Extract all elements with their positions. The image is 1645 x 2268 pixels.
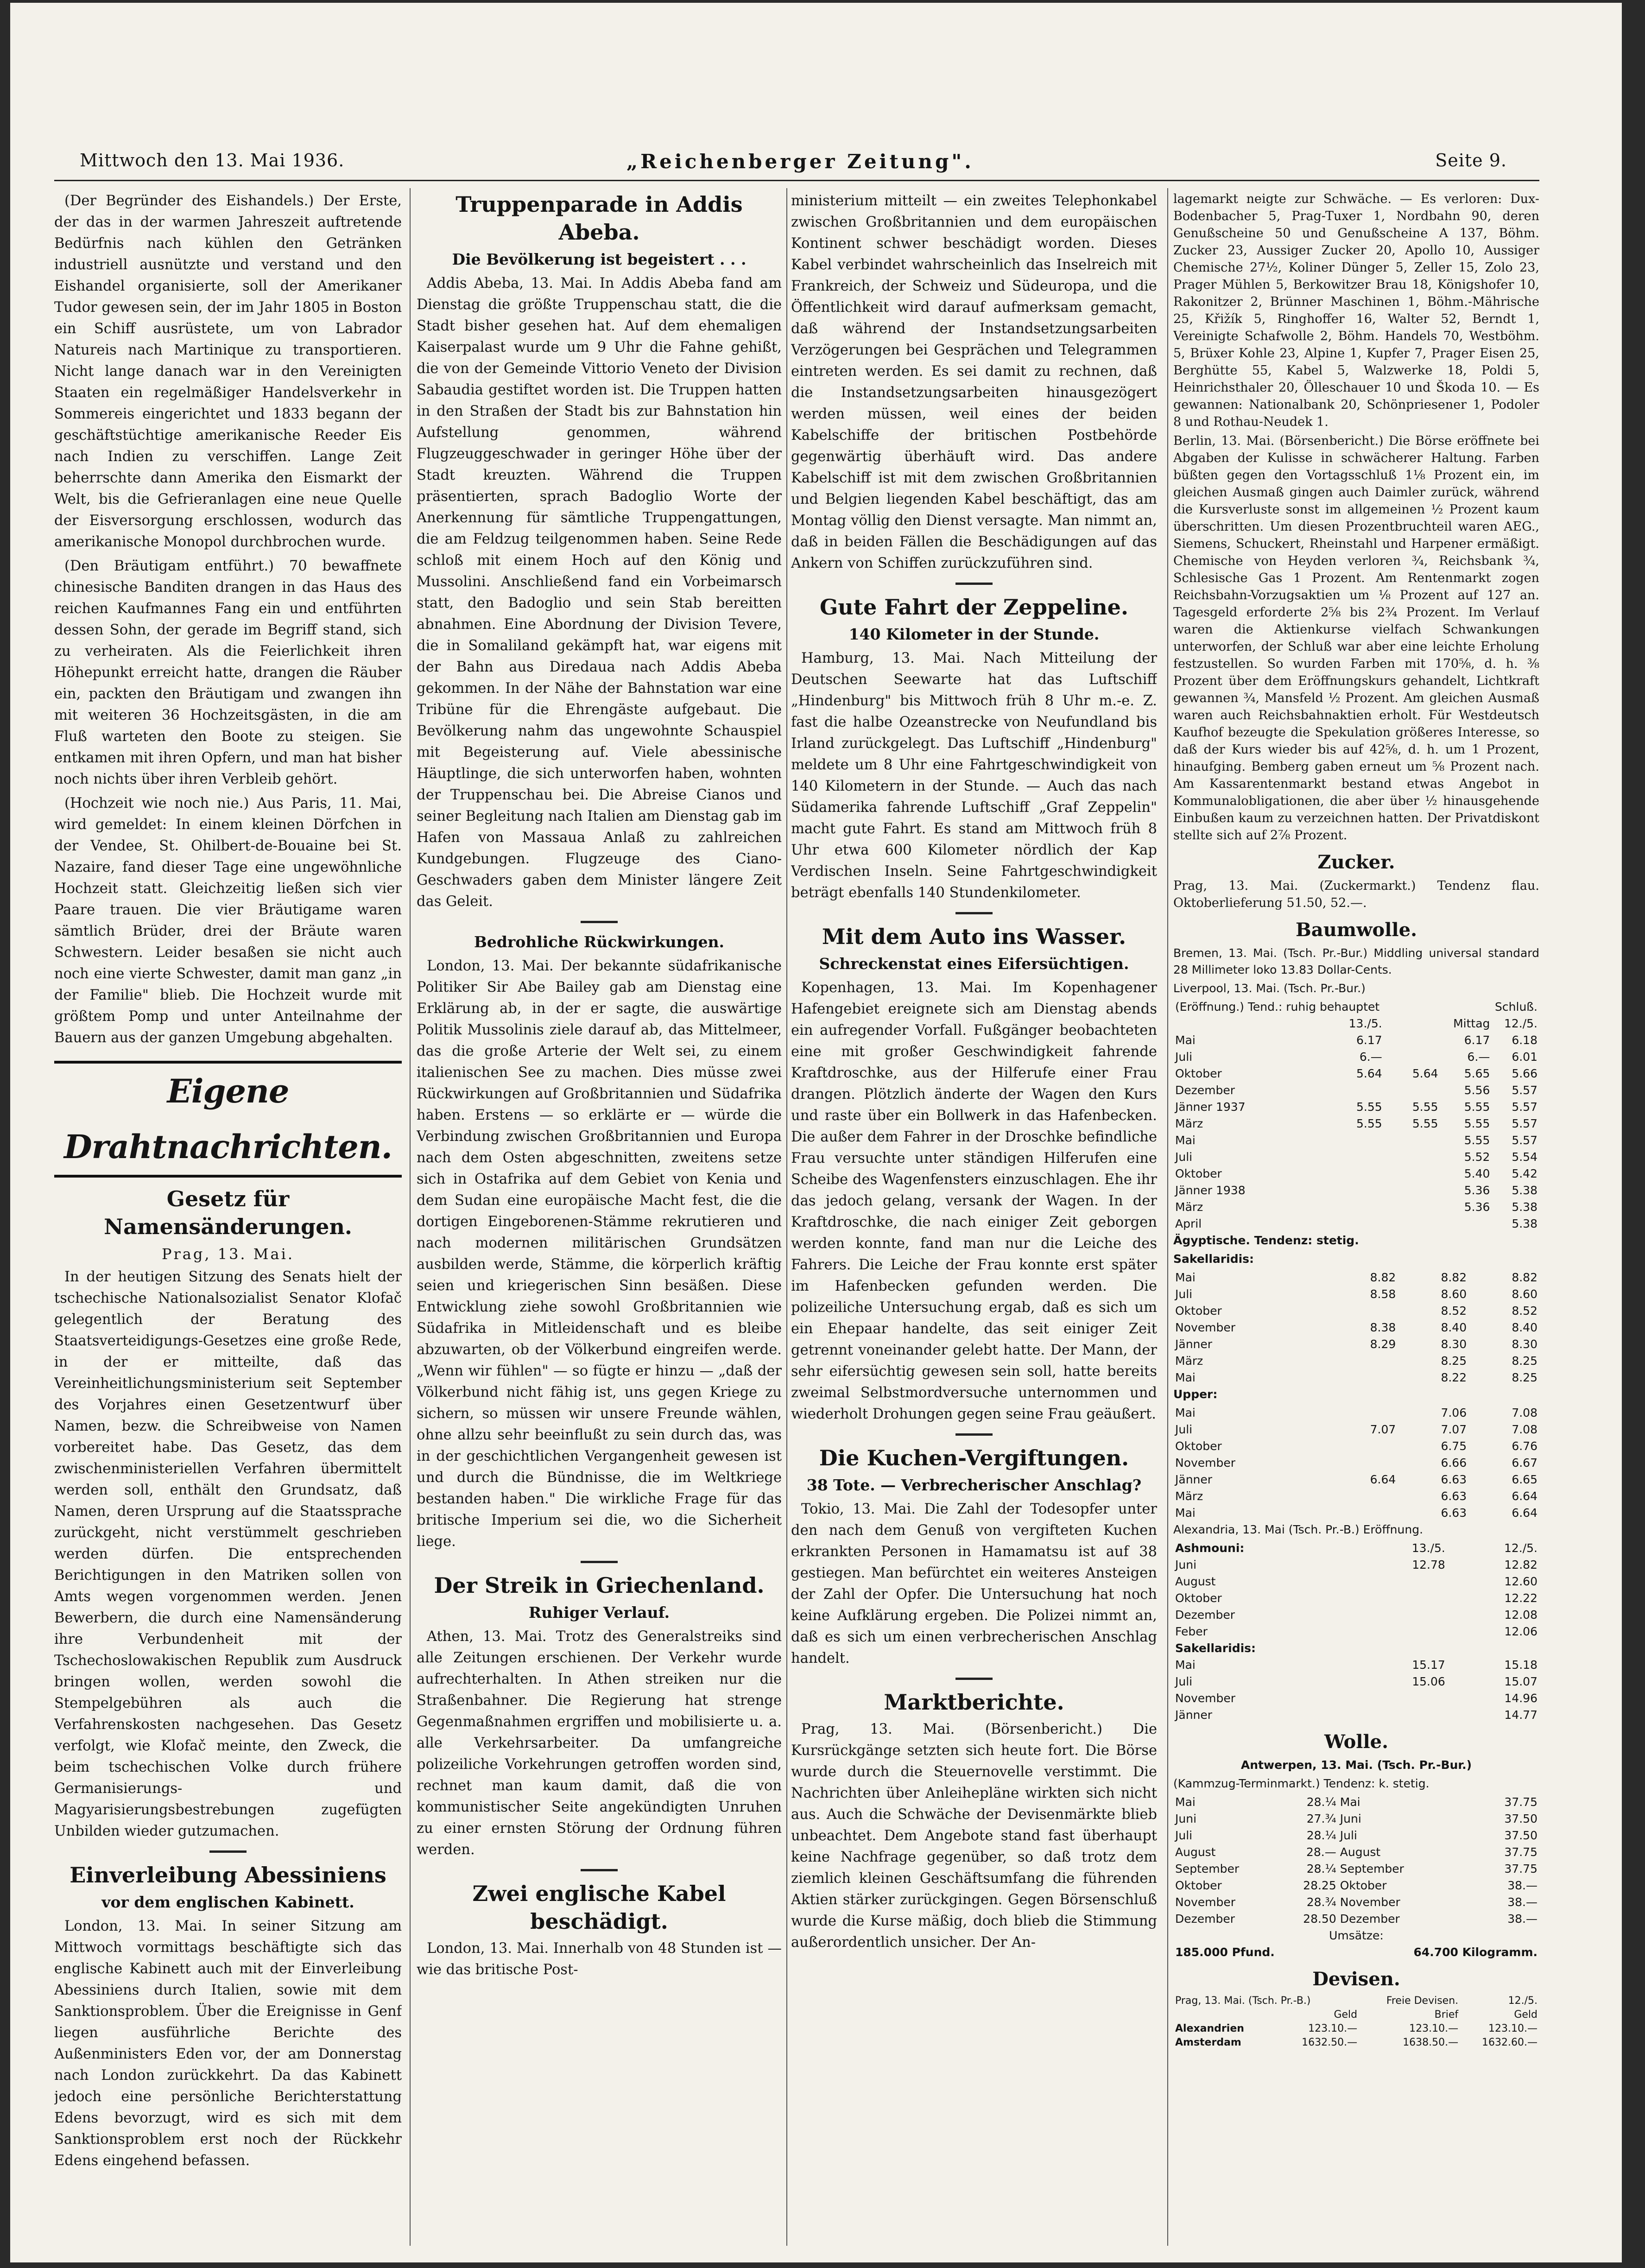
headline: Der Streik in Griechenland. <box>434 1573 765 1598</box>
subheadline: Ruhiger Verlauf. <box>528 1603 670 1622</box>
wolle-sub: (Kammzug-Terminmarkt.) Tendenz: k. stetig. <box>1173 1777 1430 1790</box>
table-cell: Mai <box>1175 1658 1196 1672</box>
table-cell: Juni <box>1175 1558 1197 1571</box>
subheadline: vor dem englischen Kabinett. <box>101 1893 354 1911</box>
table-row <box>1173 1369 1539 1386</box>
article-eishandel: (Der Begründer des Eishandels.) Der Erste, der das in der warmen Jahreszeit auftretende Bedürfnis nach kühlen den Getränken industriell ausnützte und verstand und den Eishandel organisierte, soll der Amerikaner Tudor gewesen sein, der im Jahr 1805 in Boston ein Schiff ausrüstete, um von Labrador Natureis nach Martinique zu transportieren. Nicht lange danach war in den Vereinigten Staaten ein regelmäßiger Handelsverkehr in Sommereis eingerichtet und 1833 begann der geschäftstüchtige amerikanische Reeder Eis nach Indien zu verschiffen. Lange Zeit beherrschte dann Amerika den Eismarkt der Welt, bis die Gefrieranlagen eine neue Quelle der Eisversorgung erschlossen, wodurch das amerikanische Monopol durchbrochen wurde. <box>54 193 402 550</box>
headline: Die Kuchen-Vergiftungen. <box>819 1445 1129 1470</box>
table-row <box>1173 1827 1539 1844</box>
table-cell: Oktober <box>1175 1439 1222 1453</box>
table-row <box>1173 2036 1539 2050</box>
table-row <box>1173 1707 1539 1723</box>
table-cell: 5.38 <box>1512 1217 1537 1230</box>
table-cell: Mai <box>1175 1033 1196 1047</box>
table-cell: 15.07 <box>1504 1675 1537 1688</box>
table-row <box>1173 1319 1539 1336</box>
table-cell: November <box>1340 1895 1400 1909</box>
table-cell: Oktober <box>1340 1879 1387 1892</box>
table-row <box>1173 1505 1539 1521</box>
table-cell: 37.75 <box>1504 1862 1537 1875</box>
table-cell: 7.06 <box>1441 1406 1467 1419</box>
table-cell: 5.55 <box>1412 1117 1438 1130</box>
table-cell: 7.07 <box>1441 1423 1467 1436</box>
headline: Zwei englische Kabel beschädigt. <box>472 1881 726 1934</box>
newspaper-title: „Reichenberger Zeitung". <box>626 150 974 173</box>
table-cell: 6.67 <box>1512 1456 1537 1470</box>
table-cell <box>1173 1015 1314 1032</box>
separator <box>209 1850 247 1853</box>
table-cell: August <box>1175 1845 1216 1859</box>
table-cell: Oktober <box>1175 1591 1222 1605</box>
table-cell: 12.08 <box>1504 1608 1537 1622</box>
section-baumwolle: Baumwolle. <box>1295 919 1417 941</box>
article-kabel: London, 13. Mai. Innerhalb von 48 Stunden ist — wie das britische Post- <box>417 1940 782 1978</box>
table-row <box>1173 1166 1539 1182</box>
table-cell: 8.58 <box>1370 1287 1396 1301</box>
table-cell: Juni <box>1175 1812 1197 1825</box>
table-row <box>1173 1149 1539 1166</box>
table-cell: 12.82 <box>1504 1558 1537 1571</box>
column-2 <box>417 190 782 2253</box>
sakel-head: Sakellaridis: <box>1173 1252 1254 1266</box>
upper-head: Upper: <box>1173 1387 1218 1401</box>
table-cell: Mai <box>1175 1795 1196 1809</box>
headline: Marktberichte. <box>884 1690 1064 1715</box>
table-row <box>1173 1877 1539 1894</box>
table-cell: 6.— <box>1467 1050 1490 1064</box>
table-cell: Jänner <box>1175 1708 1213 1722</box>
table-cell: September <box>1175 1862 1240 1875</box>
separator <box>955 583 993 585</box>
table-cell: 5.52 <box>1464 1150 1490 1164</box>
table-row <box>1173 1471 1539 1488</box>
table-cell: Jänner 1938 <box>1175 1184 1246 1197</box>
table-header-row <box>1173 1640 1539 1657</box>
table-cell: November <box>1175 1456 1236 1470</box>
table-row <box>1173 1573 1539 1590</box>
devisen-table <box>1173 1994 1539 2050</box>
upper-table <box>1173 1405 1539 1521</box>
table-cell: 8.60 <box>1512 1287 1537 1301</box>
table-cell: November <box>1175 1321 1236 1334</box>
table-cell: 8.29 <box>1370 1337 1396 1351</box>
table-cell: 5.55 <box>1412 1100 1438 1114</box>
table-cell: 8.82 <box>1441 1271 1467 1284</box>
article-zeppeline: Hamburg, 13. Mai. Nach Mitteilung der Deutschen Seewarte hat das Luftschiff „Hindenburg" bis Mittwoch früh 8 Uhr m.-e. Z. fast die halbe Ozeanstrecke von Neufundland bis Irland zurückgelegt. Das Luftschiff „Hindenburg" meldete um 8 Uhr eine Fahrtgeschwindigkeit von 140 Kilometern in der Stunde. — Auch das nach Südamerika fahrende Luftschiff „Graf Zeppelin" macht gute Fahrt. Es stand am Mittwoch früh 8 Uhr etwa 600 Kilometer nördlich der Kap Verdischen Inseln. Seine Fahrtgeschwindigkeit beträgt ebenfalls 140 Stundenkilometer. <box>791 650 1157 901</box>
header-rule <box>54 180 1539 181</box>
subheadline: 38 Tote. — Verbrecherischer Anschlag? <box>806 1476 1142 1494</box>
table-cell: 8.40 <box>1441 1321 1467 1334</box>
table-header: Geld <box>1334 2009 1358 2021</box>
table-row <box>1173 1894 1539 1911</box>
table-row <box>1173 1944 1539 1961</box>
table-row <box>1173 1811 1539 1827</box>
table-cell: 28.— <box>1306 1845 1336 1859</box>
table-cell: 37.75 <box>1504 1845 1537 1859</box>
column-rule <box>786 188 787 2246</box>
table-row <box>1173 1421 1539 1438</box>
table-cell: 8.25 <box>1512 1354 1537 1368</box>
column-rule <box>1167 188 1168 2246</box>
separator <box>581 921 618 923</box>
market-prag-continued: lagemarkt neigte zur Schwäche. — Es verloren: Dux-Bodenbacher 5, Prag-Tuxer 1, Nordbahn 90, deren Genußscheine 50 und Genußscheine A 137, Böhm. Zucker 23, Aussiger Zucker 20, Apollo 10, Aussiger Chemische 27½, Koliner Dünger 5, Zeller 15, Zolo 23, Prager Mühlen 5, Berkowitzer Brau 18, Königshofer 10, Rakonitzer 2, Brünner Maschinen 1, Böhm.-Mährische 25, Křižík 5, Ringhoffer 16, Walter 52, Berndt 1, Vereinigte Schafwolle 2, Böhm. Handels 70, Westböhm. 5, Brüxer Kohle 23, Alpine 1, Kupfer 7, Prager Eisen 25, Berghütte 55, Kabel 5, Walzwerke 18, Poldi 5, Heinrichsthaler 20, Ölleschauer 10 und Škoda 10. — Es gewannen: Nationalbank 20, Schönpriesener 1, Podoler 8 und Rothau-Neudek 1. <box>1173 192 1539 429</box>
separator <box>955 912 993 914</box>
table-cell: 14.96 <box>1504 1691 1537 1705</box>
table-row <box>1173 1353 1539 1369</box>
table-cell: 37.50 <box>1504 1812 1537 1825</box>
table-header-row <box>1173 1994 1539 2008</box>
market-berlin: Berlin, 13. Mai. (Börsenbericht.) Die Börse eröffnete bei Abgaben der Kulisse in schwächerer Haltung. Farben büßten gegen den Vortagsschluß 1⅛ Prozent ein, im gleichen Ausmaß gingen auch Daimler zurück, während die Kursverluste sonst im allgemeinen ½ Prozent kaum überschritten. Um diesen Prozentbruchteil waren AEG., Siemens, Schuckert, Rheinstahl und Harpener ermäßigt. Chemische von Heyden verloren ¾, Reichsbank ¾, Schlesische Gas 1 Prozent. Am Rentenmarkt zogen Reichsbahn-Vorzugsaktien um ⅛ Prozent auf 127 an. Tagesgeld erforderte 2⅝ bis 2¾ Prozent. Im Verlauf waren die Aktienkurse vielfach Schwankungen unterworfen, der Schluß war aber eine leichte Erholung festzustellen. So wurden Farben mit 170⅝, d. h. ⅜ Prozent über dem Eröffnungskurs gehandelt, Lichtkraft gewannen ¾, Mansfeld ½ Prozent. Am gleichen Ausmaß waren auch Reichsbahnaktien erholt. Für Westdeutsch Kaufhof bezeugte die Spekulation größeres Interesse, so daß der Kurs wieder bis auf 42⅝, d. h. um 1 Prozent, hinaufging. Bemberg gaben erneut um ⅝ Prozent nach. Am Kassarentenmarkt bestand etwas Angebot in Kommunalobligationen, die aber über ½ hinausgehende Einbußen kaum zu verzeichnen hatten. Der Privatdiskont stellte sich auf 2⅞ Prozent. <box>1173 434 1539 843</box>
table-cell: Mai <box>1340 1795 1360 1809</box>
table-cell: 6.63 <box>1441 1473 1467 1486</box>
table-cell: Juli <box>1175 1423 1193 1436</box>
wolle-table <box>1173 1794 1539 1961</box>
table-row <box>1173 1269 1539 1286</box>
table-cell: März <box>1175 1117 1203 1130</box>
table-cell: November <box>1175 1895 1236 1909</box>
table-cell: Mai <box>1175 1134 1196 1147</box>
table-header: (Eröffnung.) Tend.: ruhig behauptet <box>1175 1000 1380 1014</box>
table-cell: Oktober <box>1175 1067 1222 1080</box>
table-row <box>1173 1336 1539 1353</box>
table-cell: Mai <box>1175 1371 1196 1384</box>
table-cell: 1632.60.— <box>1482 2037 1537 2048</box>
table-cell: 12.78 <box>1412 1558 1445 1571</box>
table-header: 12./5. <box>1508 1995 1537 2007</box>
table-cell: 8.52 <box>1512 1304 1537 1318</box>
table-cell: 6.64 <box>1512 1489 1537 1503</box>
table-cell: 6.65 <box>1512 1473 1537 1486</box>
table-cell: 15.06 <box>1412 1675 1445 1688</box>
table-header: Schluß. <box>1495 1000 1537 1014</box>
table-header: 12./5. <box>1504 1541 1537 1555</box>
table-cell: 28.25 <box>1303 1879 1336 1892</box>
headline: Gesetz für Namensänderungen. <box>104 1186 352 1239</box>
column-1 <box>54 190 402 2253</box>
table-header-row <box>1173 999 1539 1015</box>
table-row <box>1173 1844 1539 1861</box>
table-row <box>1173 1690 1539 1707</box>
article-namensaenderung: In der heutigen Sitzung des Senats hielt der tschechische Nationalsozialist Senator Klofač gelegentlich der Beratung des Staatsverteidigungs-Gesetzes eine große Rede, in der er mitteilte, daß das Vereinheitlichungsministerium seit September des Vorjahres einen Gesetzentwurf über Namen, bezw. die Schreibweise von Namen vorbereitet habe. Das Gesetz, das dem zwischenministeriellen Verfahren übermittelt werden soll, enthält den Grundsatz, daß Namen, deren Ursprung auf die Staatssprache zurückgeht, nicht verstümmelt geschrieben werden dürfen. Die entsprechenden Berichtigungen in den Matriken sollen von Amts wegen vorgenommen werden. Jenen Bewerbern, die durch eine Namensänderung ihre Verbundenheit mit der Tschechoslowakischen Republik zum Ausdruck bringen wollen, werden sowohl die Stempelgebühren als auch die Verfahrenskosten nachgesehen. Das Gesetz verfolgt, wie Klofač meinte, den Zweck, die beim tschechischen Volke durch frühere Germanisierungs- und Magyarisierungsbestrebungen zugefügten Unbilden wieder gutzumachen. <box>54 1269 402 1839</box>
table-cell: 38.— <box>1507 1895 1537 1909</box>
table-cell: 8.60 <box>1441 1287 1467 1301</box>
subheadline: Die Bevölkerung ist begeistert . . . <box>452 250 747 268</box>
table-header: Prag, 13. Mai. (Tsch. Pr.-B.) <box>1175 1995 1311 2007</box>
table-cell: 6.17 <box>1464 1033 1490 1047</box>
table-cell: 5.55 <box>1464 1134 1490 1147</box>
subheadline: 140 Kilometer in der Stunde. <box>848 625 1100 643</box>
table-header: Ashmouni: <box>1175 1541 1245 1555</box>
table-cell: 28.¼ <box>1306 1862 1336 1875</box>
table-cell: Oktober <box>1175 1304 1222 1318</box>
headline: Truppenparade in Addis Abeba. <box>456 192 743 245</box>
table-cell: 6.01 <box>1512 1050 1537 1064</box>
table-header: 12./5. <box>1504 1017 1537 1030</box>
table-row <box>1173 1673 1539 1690</box>
table-header: 13./5. <box>1411 1541 1445 1555</box>
table-cell: 28.50 <box>1303 1912 1336 1926</box>
table-header-row <box>1173 1927 1539 1944</box>
article-hochzeit: (Hochzeit wie noch nie.) Aus Paris, 11. Mai, wird gemeldet: In einem kleinen Dörfchen in der Vendee, St. Ohilbert-de-Bouaine bei St. Nazaire, fand dieser Tage eine ungewöhnliche Hochzeit statt. Gleichzeitig ließen sich vier Paare trauen. Die vier Bräutigame waren sämtlich Brüder, drei der Bräute waren Schwestern. Leider besaßen sie nicht auch noch eine vierte Schwester, damit man ganz „in der Familie" blieb. Die Hochzeit wurde mit größtem Pomp und unter Anteilnahme der Bauern aus der ganzen Umgebung abgehalten. <box>54 795 402 1046</box>
table-cell: Mai <box>1175 1406 1196 1419</box>
article-abessinien: London, 13. Mai. In seiner Sitzung am Mittwoch vormittags beschäftigte sich das englische Kabinett auch mit der Einverleibung Abessiniens durch Italien, sowie mit dem Sanktionsproblem. Über die Ereignisse in Genf liegen ausführliche Berichte des Außenministers Eden vor, der am Donnerstag nach London zurückkehrt. Da das Kabinett jedoch eine persönliche Berichterstattung Edens bevorzugt, wird es sich mit dem Sanktionsproblem erst noch der Rückkehr Edens eingehend befassen. <box>54 1918 402 2169</box>
table-cell: 28.¾ <box>1306 1895 1336 1909</box>
table-cell: 5.66 <box>1512 1067 1537 1080</box>
table-cell: Juni <box>1340 1812 1361 1825</box>
table-row <box>1173 1032 1539 1049</box>
table-cell: Jänner 1937 <box>1175 1100 1246 1114</box>
separator <box>955 1433 993 1436</box>
table-row <box>1173 1590 1539 1607</box>
table-cell: Oktober <box>1175 1879 1222 1892</box>
table-cell: 123.10.— <box>1409 2023 1459 2034</box>
table-cell: 7.08 <box>1512 1423 1537 1436</box>
table-cell: 64.700 Kilogramm. <box>1413 1945 1537 1959</box>
table-cell: Jänner <box>1175 1473 1213 1486</box>
table-cell: 5.57 <box>1512 1100 1537 1114</box>
table-cell: 14.77 <box>1504 1708 1537 1722</box>
article-kuchen: Tokio, 13. Mai. Die Zahl der Todesopfer unter den nach dem Genuß von vergifteten Kuchen erkrankten Personen in Hamamatsu ist auf 38 gestiegen. Man befürchtet ein weiteres Ansteigen der Zahl der Opfer. Die Untersuchung hat noch keine Aufklärung ergeben. Die Polizei nimmt an, daß es sich um einen verbrecherischen Anschlag handelt. <box>791 1501 1157 1666</box>
table-cell: 8.52 <box>1441 1304 1467 1318</box>
table-cell: April <box>1175 1217 1202 1230</box>
table-cell: Mai <box>1175 1271 1196 1284</box>
table-cell: 15.18 <box>1504 1658 1537 1672</box>
zucker-report: Prag, 13. Mai. (Zuckermarkt.) Tendenz flau. Oktoberlieferung 51.50, 52.—. <box>1173 879 1539 910</box>
table-cell: 1638.50.— <box>1403 2037 1459 2048</box>
table-cell: 6.64 <box>1370 1473 1396 1486</box>
table-row <box>1173 1216 1539 1232</box>
table-cell: 6.— <box>1359 1050 1382 1064</box>
table-row <box>1173 1182 1539 1199</box>
table-cell: 6.63 <box>1441 1506 1467 1520</box>
table-cell: 6.76 <box>1512 1439 1537 1453</box>
table-cell: Dezember <box>1175 1083 1235 1097</box>
table-row <box>1173 1132 1539 1149</box>
table-row <box>1173 1557 1539 1573</box>
table-cell: Dezember <box>1340 1912 1400 1926</box>
table-cell: 6.63 <box>1441 1489 1467 1503</box>
dateline: Prag, 13. Mai. <box>161 1245 295 1263</box>
table-cell: 5.55 <box>1464 1100 1490 1114</box>
table-cell: 28.¼ <box>1306 1795 1336 1809</box>
table-row <box>1173 1099 1539 1115</box>
table-cell: 5.38 <box>1512 1184 1537 1197</box>
article-braeutigam: (Den Bräutigam entführt.) 70 bewaffnete chinesische Banditen drangen in das Haus des reichen Kaufmannes Fang ein und entführten dessen Sohn, der gerade im Begriff stand, sich zu verheiraten. Als die Feierlichkeit ihren Höhepunkt erreicht hatte, drangen die Räuber ein, packten den Bräutigam und zwangen ihn mit weiteren 36 Hochzeitsgästen, in die am Fluß warteten den Boote zu steigen. Sie entkamen mit ihren Opfern, und man hat bisher noch nichts über ihren Verbleib gehört. <box>54 558 402 787</box>
article-streik: Athen, 13. Mai. Trotz des Generalstreiks sind alle Zeitungen erschienen. Der Verkehr wurde aufrechterhalten. In Athen streiken nur die Straßenbahner. Die Regierung hat strenge Gegenmaßnahmen ergriffen und mobilisierte u. a. alle Verkehrsarbeiter. Da umfangreiche polizeiliche Vorkehrungen getroffen worden sind, rechnet man kaum damit, daß die von kommunistischer Seite angekündigten Unruhen zu einer ernsten Störung der Ordnung führen werden. <box>417 1628 782 1858</box>
table-cell: 5.57 <box>1512 1083 1537 1097</box>
table-cell: 8.82 <box>1512 1271 1537 1284</box>
table-header: Mittag <box>1453 1017 1490 1030</box>
table-cell: Juli <box>1175 1050 1193 1064</box>
table-row <box>1173 1438 1539 1455</box>
subheadline: Schreckenstat eines Eifersüchtigen. <box>819 955 1129 973</box>
table-cell: 12.22 <box>1504 1591 1537 1605</box>
table-cell: 5.54 <box>1512 1150 1537 1164</box>
table-cell: 8.30 <box>1512 1337 1537 1351</box>
separator <box>955 1678 993 1680</box>
table-cell: 12.06 <box>1504 1625 1537 1638</box>
table-cell: Dezember <box>1175 1912 1235 1926</box>
table-cell: 8.25 <box>1441 1354 1467 1368</box>
table-row <box>1173 1623 1539 1640</box>
table-cell: 27.¾ <box>1306 1812 1336 1825</box>
table-cell: 12.60 <box>1504 1575 1537 1588</box>
table-row <box>1173 1657 1539 1673</box>
table-cell: 5.36 <box>1464 1200 1490 1214</box>
liverpool-head: Liverpool, 13. Mai. (Tsch. Pr.-Bur.) <box>1173 982 1366 995</box>
page-header <box>80 150 1507 173</box>
table-cell: Dezember <box>1175 1608 1235 1622</box>
table-cell: Oktober <box>1175 1167 1222 1180</box>
table-cell: November <box>1175 1691 1236 1705</box>
separator <box>581 1869 618 1871</box>
article-marktbericht-prag: Prag, 13. Mai. (Börsenbericht.) Die Kursrückgänge setzten sich heute fort. Die Börse wurde durch die Steuernovelle verstimmt. Die Nachrichten über Anleihepläne wirkten sich nicht aus. Auch die Schwäche der Devisenmärkte blieb unbeachtet. Dem Angebote stand fast überhaupt keine Nachfrage gegenüber, so daß trotz dem ziemlich kleinen Geschäftsumfang die führenden Aktien stärker zurückgingen. Gegen Börsenschluß wurde die Kurse mäßig, doch blieb die Stimmung außerordentlich unsicher. Der An- <box>791 1721 1157 1951</box>
table-cell: 8.38 <box>1370 1321 1396 1334</box>
table-row <box>1173 1455 1539 1471</box>
table-cell: 123.10.— <box>1488 2023 1537 2034</box>
table-cell: 5.55 <box>1464 1117 1490 1130</box>
headline: Mit dem Auto ins Wasser. <box>822 924 1126 949</box>
table-cell: 15.17 <box>1412 1658 1445 1672</box>
liverpool-table <box>1173 999 1539 1232</box>
table-cell: 5.57 <box>1512 1134 1537 1147</box>
table-row <box>1173 1082 1539 1099</box>
headline: Gute Fahrt der Zeppeline. <box>820 595 1128 620</box>
table-row <box>1173 1303 1539 1319</box>
table-cell: 37.50 <box>1504 1829 1537 1842</box>
table-cell: 28.¼ <box>1306 1829 1336 1842</box>
table-header: Umsätze: <box>1329 1929 1384 1942</box>
alexandria-table <box>1173 1540 1539 1723</box>
table-row <box>1173 1861 1539 1877</box>
table-row <box>1173 1199 1539 1216</box>
table-cell: 1632.50.— <box>1302 2037 1358 2048</box>
table-cell: 8.40 <box>1512 1321 1537 1334</box>
article-rueckwirkungen: London, 13. Mai. Der bekannte südafrikanische Politiker Sir Abe Bailey gab am Dienstag eine Erklärung ab, in der er sagte, die auswärtige Politik Mussolinis ziele darauf ab, das Mittelmeer, das die große Arterie der Welt sei, zu einem italienischen See zu machen. Dies müsse zwei Rückwirkungen auf Großbritannien und Südafrika haben. Erstens — so erklärte er — würde die Verbindung zwischen Großbritannien und Europa nach dem Osten abgeschnitten, zweitens setze sich in Ostafrika auf dem Gebiet von Kenia und dem Sudan eine europäische Macht fest, die die dortigen Eingeborenen-Stämme rekrutieren und nach modernen militärischen Grundsätzen ausbilden werde, Stämme, die körperlich kräftig seien und kriegerischen Sinn besäßen. Diese Entwicklung ziehe sowohl Großbritannien wie Südafrika in Mitleidenschaft und es bleibe abzuwarten, ob der Völkerbund eingreifen werde. „Wenn wir fühlen" — so fügte er hinzu — „daß der Völkerbund nicht fähig ist, uns gegen Kriege zu sichern, so müssen wir unsere Freunde wählen, ohne allzu sehr beeinflußt zu sein durch das, was in der geschichtlichen Vergangenheit gewesen ist und durch die Bündnisse, die im Weltkriege bestanden haben." Die wirkliche Frage für das britische Imperium sei die, wo die Sicherheit liege. <box>417 958 782 1550</box>
table-cell: 5.40 <box>1464 1167 1490 1180</box>
section-devisen: Devisen. <box>1312 1968 1400 1990</box>
table-cell: 8.22 <box>1441 1371 1467 1384</box>
table-header: Sakellaridis: <box>1175 1641 1256 1655</box>
table-row <box>1173 1488 1539 1505</box>
table-cell: Juli <box>1175 1287 1193 1301</box>
subheadline: Bedrohliche Rückwirkungen. <box>474 933 725 951</box>
table-row <box>1173 1794 1539 1811</box>
table-cell: August <box>1175 1575 1216 1588</box>
table-row <box>1173 1065 1539 1082</box>
table-cell: 5.56 <box>1464 1083 1490 1097</box>
table-cell: 185.000 Pfund. <box>1175 1945 1275 1959</box>
bremen-report: Bremen, 13. Mai. (Tsch. Pr.-Bur.) Middling universal standard 28 Millimeter loko 13.83 Dollar-Cents. <box>1173 946 1539 976</box>
table-row <box>1173 2022 1539 2036</box>
table-header-row <box>1173 1015 1539 1032</box>
table-cell: 123.10.— <box>1308 2023 1358 2034</box>
table-cell: 5.42 <box>1512 1167 1537 1180</box>
table-cell: Feber <box>1175 1625 1208 1638</box>
table-cell: 38.— <box>1507 1912 1537 1926</box>
table-cell: 6.75 <box>1441 1439 1467 1453</box>
table-cell <box>1384 1015 1440 1032</box>
table-cell: Alexandrien <box>1175 2023 1244 2034</box>
column-4 <box>1173 190 1539 2253</box>
table-cell: 5.57 <box>1512 1117 1537 1130</box>
table-header-row <box>1173 1540 1539 1557</box>
table-header: Freie Devisen. <box>1386 1995 1459 2007</box>
table-cell: August <box>1340 1845 1381 1859</box>
table-cell: 8.25 <box>1512 1371 1537 1384</box>
article-kabel-continued: ministerium mitteilt — ein zweites Telephonkabel zwischen Großbritannien und dem europäischen Kontinent schwer beschädigt worden. Dieses Kabel verbindet wahrscheinlich das Inselreich mit Frankreich, der Schweiz und Südeuropa, und die Öffentlichkeit wird darauf aufmerksam gemacht, daß während der Instandsetzungsarbeiten Verzögerungen bei Gesprächen und Telegrammen eintreten werden. Es sei damit zu rechnen, daß die Instandsetzungsarbeiten hinausgezögert werden müssen, weil eines der beiden Kabelschiffe der britischen Postbehörde gegenwärtig überhäuft wird. Das andere Kabelschiff ist mit dem zwischen Großbritannien und Belgien liegenden Kabel beschäftigt, das am Montag völlig den Dienst versagte. Man nimmt an, daß in beiden Fällen die Beschädigungen auf das Ankern von Schiffen zurückzuführen sind. <box>791 193 1157 571</box>
table-row <box>1173 1405 1539 1421</box>
table-cell: 5.64 <box>1356 1067 1382 1080</box>
sakellaridis-table <box>1173 1269 1539 1386</box>
table-cell: Amsterdam <box>1175 2037 1241 2048</box>
table-header: Geld <box>1514 2009 1537 2021</box>
table-cell: Mai <box>1175 1506 1196 1520</box>
table-cell: 7.08 <box>1512 1406 1537 1419</box>
table-row <box>1173 1049 1539 1065</box>
table-cell: 6.66 <box>1441 1456 1467 1470</box>
table-cell: Juli <box>1175 1675 1193 1688</box>
section-zucker: Zucker. <box>1317 851 1395 873</box>
table-cell: September <box>1340 1862 1404 1875</box>
table-row <box>1173 1607 1539 1623</box>
table-header: 13./5. <box>1348 1017 1382 1030</box>
table-cell: 6.18 <box>1512 1033 1537 1047</box>
table-cell: 5.38 <box>1512 1200 1537 1214</box>
table-cell: Juli <box>1175 1829 1193 1842</box>
table-row <box>1173 1286 1539 1303</box>
table-row <box>1173 1115 1539 1132</box>
table-cell: 37.75 <box>1504 1795 1537 1809</box>
table-cell: Juli <box>1175 1150 1193 1164</box>
article-truppenparade: Addis Abeba, 13. Mai. In Addis Abeba fand am Dienstag die größte Truppenschau statt, die die Stadt bisher gesehen hat. Auf dem ehemaligen Kaiserpalast wurde um 9 Uhr die Fahne gehißt, die von der Gemeinde Vittorio Veneto der Division Sabaudia gestiftet worden ist. Die Truppen hatten in den Straßen der Stadt bis zur Bahnstation hin Aufstellung genommen, während Flugzeuggeschwader in geringer Höhe über der Stadt kreuzten. Während die Truppen präsentierten, sprach Badoglio Worte der Anerkennung für sämtliche Truppengattungen, die am Feldzug teilgenommen haben. Seine Rede schloß mit einem Hoch auf den König und Mussolini. Anschließend fand ein Vorbeimarsch statt, den Badoglio und sein Stab bereitten abnahmen. Eine Abordnung der Division Tevere, die in Somaliland gekämpft hat, war eigens mit der Bahn aus Diredaua nach Addis Abeba gekommen. In der Nähe der Bahnstation war eine Tribüne für die Ehrengäste aufgebaut. Die Bevölkerung nahm das ungewohnte Schauspiel mit Begeisterung auf. Viele abessinische Häuptlinge, die sich unterworfen haben, wohnten der Truppenschau bei. Die Abreise Cianos und seiner Begleitung nach Italien am Dienstag gab im Hafen von Massaua Anlaß zu zahlreichen Kundgebungen. Flugzeuge des Ciano-Geschwaders gaben dem Minister längere Zeit das Geleit. <box>417 275 782 910</box>
table-cell: 8.82 <box>1370 1271 1396 1284</box>
table-cell: 5.64 <box>1412 1067 1438 1080</box>
table-cell: März <box>1175 1354 1203 1368</box>
page-number: Seite 9. <box>1435 150 1507 171</box>
table-cell: 5.36 <box>1464 1184 1490 1197</box>
table-cell: 6.64 <box>1512 1506 1537 1520</box>
table-cell: 38.— <box>1507 1879 1537 1892</box>
table-cell: Jänner <box>1175 1337 1213 1351</box>
table-cell: März <box>1175 1489 1203 1503</box>
section-banner: Eigene Drahtnachrichten. <box>54 1061 402 1178</box>
table-header-row <box>1173 2008 1539 2022</box>
table-row <box>1173 1911 1539 1927</box>
wolle-head: Antwerpen, 13. Mai. (Tsch. Pr.-Bur.) <box>1240 1758 1472 1772</box>
separator <box>581 1561 618 1563</box>
table-cell: 8.30 <box>1441 1337 1467 1351</box>
headline: Einverleibung Abessiniens <box>70 1863 386 1888</box>
table-cell: 5.55 <box>1356 1100 1382 1114</box>
table-cell: 5.55 <box>1356 1117 1382 1130</box>
table-cell: 7.07 <box>1370 1423 1396 1436</box>
newspaper-page <box>10 3 1622 2262</box>
column-rule <box>410 188 411 2246</box>
table-cell: 6.17 <box>1356 1033 1382 1047</box>
column-3 <box>791 190 1157 2253</box>
table-header: Brief <box>1434 2009 1459 2021</box>
table-cell: Juli <box>1340 1829 1357 1842</box>
alexandria-head: Alexandria, 13. Mai (Tsch. Pr.-B.) Eröffnung. <box>1173 1523 1424 1536</box>
egypt-head: Ägyptische. Tendenz: stetig. <box>1173 1234 1359 1247</box>
article-auto-wasser: Kopenhagen, 13. Mai. Im Kopenhagener Hafengebiet ereignete sich am Dienstag abends ein aufregender Vorfall. Fußgänger beobachteten eine mit großer Geschwindigkeit fahrende Kraftdroschke, aus der Hilferufe einer Frau drangen. Plötzlich änderte der Wagen den Kurs und raste über ein Bollwerk in das Hafenbecken. Die außer dem Fahrer in der Droschke befindliche Frau versuchte unter ständigen Hilferufen eine Scheibe des Wagenfensters einzuschlagen. Ehe ihr das jedoch gelang, versank der Wagen. In der Kraftdroschke, die nach einiger Zeit geborgen werden konnte, fand man nur die Leiche des Fahrers. Die Leiche der Frau konnte erst später im Hafenbecken gefunden werden. Die polizeiliche Untersuchung ergab, daß es sich um ein Ehepaar handelte, das seit einiger Zeit getrennt voneinander gelebt hatte. Der Mann, der sehr eifersüchtig gewesen sein soll, hatte bereits zweimal Selbstmordversuche unternommen und wiederholt Drohungen gegen seine Frau geäußert. <box>791 980 1157 1422</box>
section-wolle: Wolle. <box>1324 1731 1389 1753</box>
table-cell: März <box>1175 1200 1203 1214</box>
table-cell: 5.65 <box>1464 1067 1490 1080</box>
issue-date: Mittwoch den 13. Mai 1936. <box>80 150 345 171</box>
